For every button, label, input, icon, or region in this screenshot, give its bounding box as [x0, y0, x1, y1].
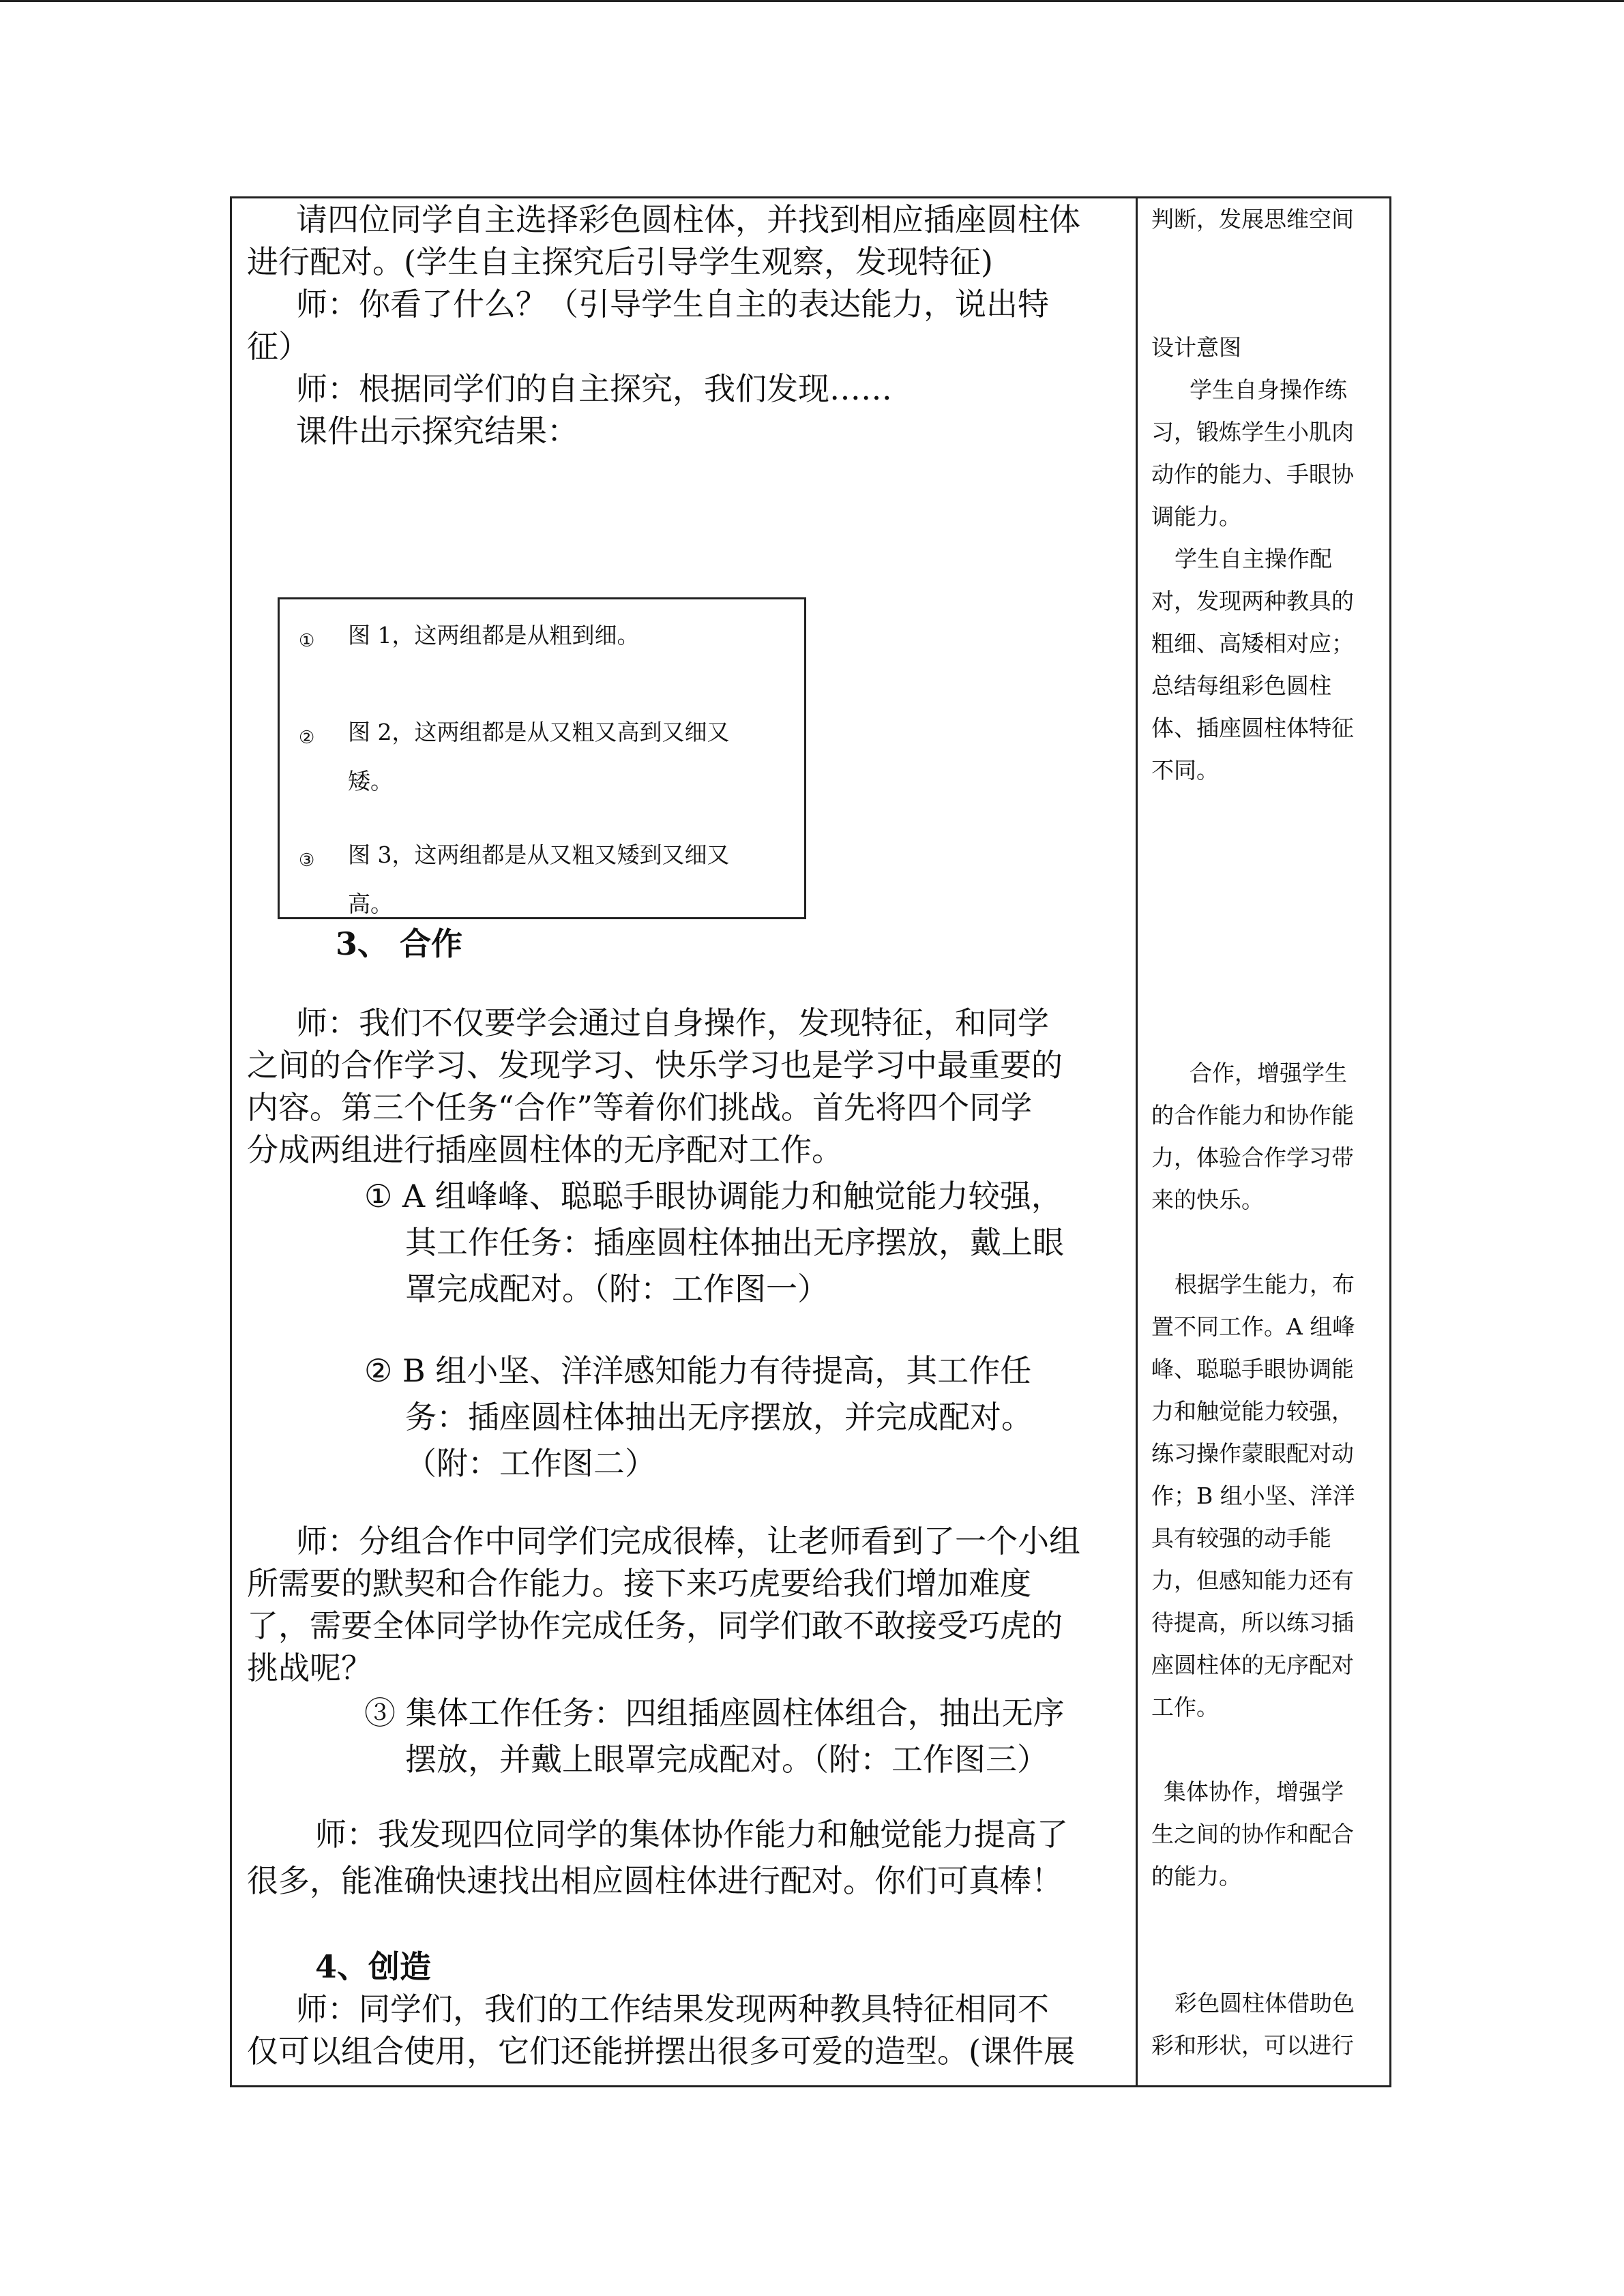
item-number: ③	[299, 850, 315, 871]
text-line: 挑战呢？	[247, 1650, 372, 1686]
text-line: 仅可以组合使用，它们还能拼摆出很多可爱的造型。(课件展	[247, 2033, 1075, 2070]
text-line: 之间的合作学习、发现学习、快乐学习也是学习中最重要的	[247, 1047, 1063, 1084]
text-line: 师：同学们，我们的工作结果发现两种教具特征相同不	[296, 1991, 1049, 2027]
text-line: 师：分组合作中同学们完成很棒，让老师看到了一个小组	[296, 1523, 1080, 1560]
text-line: 分成两组进行插座圆柱体的无序配对工作。	[247, 1131, 843, 1168]
item-number: ①	[299, 631, 315, 651]
design-intent-title: 设计意图	[1151, 334, 1241, 361]
result-item-3-cont: 高。	[348, 891, 393, 917]
result-item-3: 图 3，这两组都是从又粗又矮到又细又	[348, 841, 730, 868]
side-line: 的能力。	[1151, 1863, 1241, 1890]
result-item-1: 图 1，这两组都是从粗到细。	[348, 622, 640, 648]
side-line: 合作，增强学生	[1190, 1060, 1347, 1086]
side-line: 习，锻炼学生小肌肉	[1151, 419, 1354, 445]
task-2-line: ② B 组小坚、洋洋感知能力有待提高，其工作任	[364, 1352, 1032, 1389]
side-line: 置不同工作。A 组峰	[1151, 1313, 1355, 1340]
text-line: 进行配对。(学生自主探究后引导学生观察，发现特征)	[247, 243, 993, 280]
task-3-line: 摆放，并戴上眼罩完成配对。（附：工作图三）	[405, 1741, 1048, 1778]
side-line: 具有较强的动手能	[1151, 1525, 1331, 1551]
result-item-2-cont: 矮。	[348, 768, 393, 794]
side-line: 待提高，所以练习插	[1151, 1609, 1354, 1636]
lesson-table	[230, 196, 1391, 2087]
side-line: 彩色圆柱体借助色	[1175, 1990, 1355, 2016]
side-line: 总结每组彩色圆柱	[1151, 672, 1331, 699]
side-line: 学生自身操作练	[1190, 376, 1347, 403]
text-line: 师：我发现四位同学的集体协作能力和触觉能力提高了	[315, 1816, 1068, 1853]
section-4-title: 4、创造	[315, 1948, 432, 1985]
text-line: 师：我们不仅要学会通过自身操作，发现特征，和同学	[296, 1004, 1049, 1041]
side-line: 体、插座圆柱体特征	[1151, 715, 1354, 741]
side-line: 彩和形状，可以进行	[1151, 2032, 1354, 2059]
side-line: 根据学生能力，布	[1175, 1271, 1355, 1298]
side-line: 练习操作蒙眼配对动	[1151, 1440, 1354, 1467]
text-line: 内容。第三个任务“合作”等着你们挑战。首先将四个同学	[247, 1089, 1033, 1126]
task-2-line: （附：工作图二）	[405, 1445, 656, 1482]
side-line: 调能力。	[1151, 503, 1241, 530]
side-line: 集体协作，增强学	[1164, 1778, 1344, 1805]
result-box	[278, 597, 806, 919]
page-top-rule	[0, 0, 1624, 2]
side-line: 力，但感知能力还有	[1151, 1567, 1354, 1594]
side-line: 的合作能力和协作能	[1151, 1102, 1354, 1129]
side-line: 力和触觉能力较强，	[1151, 1398, 1354, 1425]
result-item-2: 图 2，这两组都是从又粗又高到又细又	[348, 719, 730, 745]
text-line: 课件出示探究结果：	[296, 413, 578, 449]
task-1-line: ① A 组峰峰、聪聪手眼协调能力和触觉能力较强，	[364, 1178, 1063, 1214]
side-line: 峰、聪聪手眼协调能	[1151, 1356, 1354, 1382]
section-3-title: 3、 合作	[336, 925, 463, 962]
text-line: 征）	[247, 328, 310, 365]
task-1-line: 罩完成配对。（附：工作图一）	[405, 1270, 829, 1307]
text-line: 师：根据同学们的自主探究，我们发现……	[296, 370, 892, 407]
text-line: 很多，能准确快速找出相应圆柱体进行配对。你们可真棒！	[247, 1862, 1063, 1899]
text-line: 了，需要全体同学协作完成任务，同学们敢不敢接受巧虎的	[247, 1607, 1063, 1644]
column-divider	[1136, 198, 1138, 2085]
side-line: 不同。	[1151, 757, 1219, 784]
text-line: 师：你看了什么？（引导学生自主的表达能力，说出特	[296, 286, 1049, 323]
side-line: 对，发现两种教具的	[1151, 588, 1354, 614]
task-1-line: 其工作任务：插座圆柱体抽出无序摆放，戴上眼	[405, 1224, 1064, 1261]
item-number: ②	[299, 728, 315, 748]
task-3-line: ③ 集体工作任务：四组插座圆柱体组合，抽出无序	[364, 1695, 1065, 1731]
side-line: 动作的能力、手眼协	[1151, 461, 1354, 488]
task-2-line: 务：插座圆柱体抽出无序摆放，并完成配对。	[405, 1399, 1033, 1435]
side-line: 工作。	[1151, 1694, 1219, 1720]
side-line: 作；B 组小坚、洋洋	[1151, 1482, 1355, 1509]
text-line: 请四位同学自主选择彩色圆柱体，并找到相应插座圆柱体	[296, 201, 1080, 238]
side-line: 学生自主操作配	[1175, 546, 1332, 572]
side-line: 生之间的协作和配合	[1151, 1821, 1354, 1847]
side-line: 座圆柱体的无序配对	[1151, 1652, 1354, 1678]
side-line: 粗细、高矮相对应；	[1151, 630, 1354, 657]
side-line: 力，体验合作学习带	[1151, 1144, 1354, 1171]
text-line: 所需要的默契和合作能力。接下来巧虎要给我们增加难度	[247, 1565, 1031, 1602]
side-line: 来的快乐。	[1151, 1187, 1264, 1213]
side-line: 判断，发展思维空间	[1151, 206, 1354, 233]
